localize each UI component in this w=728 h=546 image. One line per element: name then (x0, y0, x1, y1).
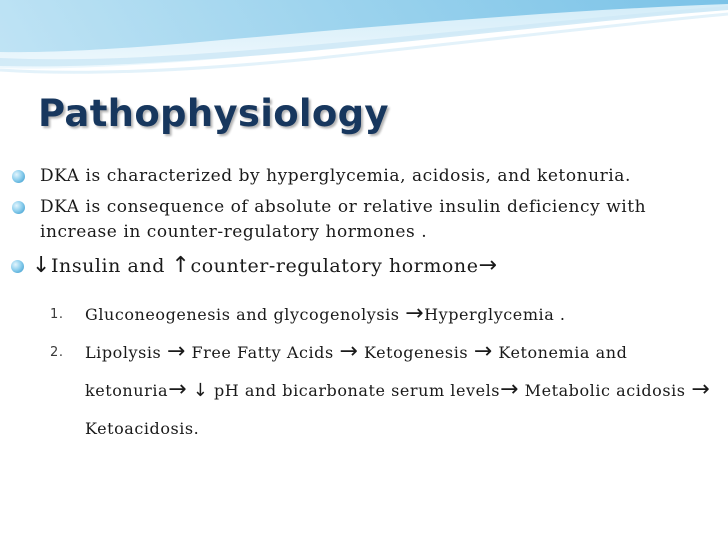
step-text: Lipolysis (85, 343, 167, 362)
right-arrow-icon: → (166, 339, 186, 364)
step-item (48, 300, 720, 330)
right-arrow-icon: → (500, 377, 520, 402)
step-text: Hyperglycemia . (424, 305, 566, 324)
step-number: 1. (50, 307, 64, 322)
bullet-dot-icon (11, 260, 24, 273)
bullet-text: counter-regulatory hormone (190, 255, 479, 277)
bullet-item-insulin (8, 252, 720, 280)
right-arrow-icon: → (405, 301, 425, 326)
step-text: pH and bicarbonate serum levels (208, 381, 501, 400)
step-text: Free Fatty Acids (185, 343, 340, 362)
down-arrow-icon: ↓ (192, 380, 209, 401)
slide-title: Pathophysiology (38, 92, 389, 135)
bullet-item (8, 195, 720, 245)
step-text: Ketoacidosis. (85, 419, 200, 438)
bullet-text: Insulin and (50, 255, 172, 277)
numbered-steps (48, 300, 720, 448)
down-arrow-icon: ↓ (32, 253, 51, 278)
header-wave-decoration (0, 0, 728, 90)
bullet-text: DKA is consequence of absolute or relative insulin deficiency with increase in counter-regulatory hormones . (40, 197, 647, 242)
step-number: 2. (50, 345, 64, 360)
step-text: Metabolic acidosis (519, 381, 692, 400)
bullet-text: DKA is characterized by hyperglycemia, acidosis, and ketonuria. (40, 166, 631, 186)
step-text: Gluconeogenesis and glycogenolysis (85, 305, 406, 324)
right-arrow-icon: → (473, 339, 493, 364)
bullet-dot-icon (12, 170, 25, 183)
step-item (48, 334, 720, 448)
right-arrow-icon: → (478, 253, 498, 278)
bullet-list (8, 164, 720, 280)
step-text: Ketogenesis (358, 343, 474, 362)
right-arrow-icon: → (691, 377, 711, 402)
bullet-dot-icon (12, 201, 25, 214)
right-arrow-icon: → (339, 339, 359, 364)
step-text: Ketonemia and ketonuria (85, 343, 628, 400)
right-arrow-icon: → (168, 377, 188, 402)
up-arrow-icon: ↑ (171, 253, 191, 278)
bullet-item (8, 164, 720, 189)
